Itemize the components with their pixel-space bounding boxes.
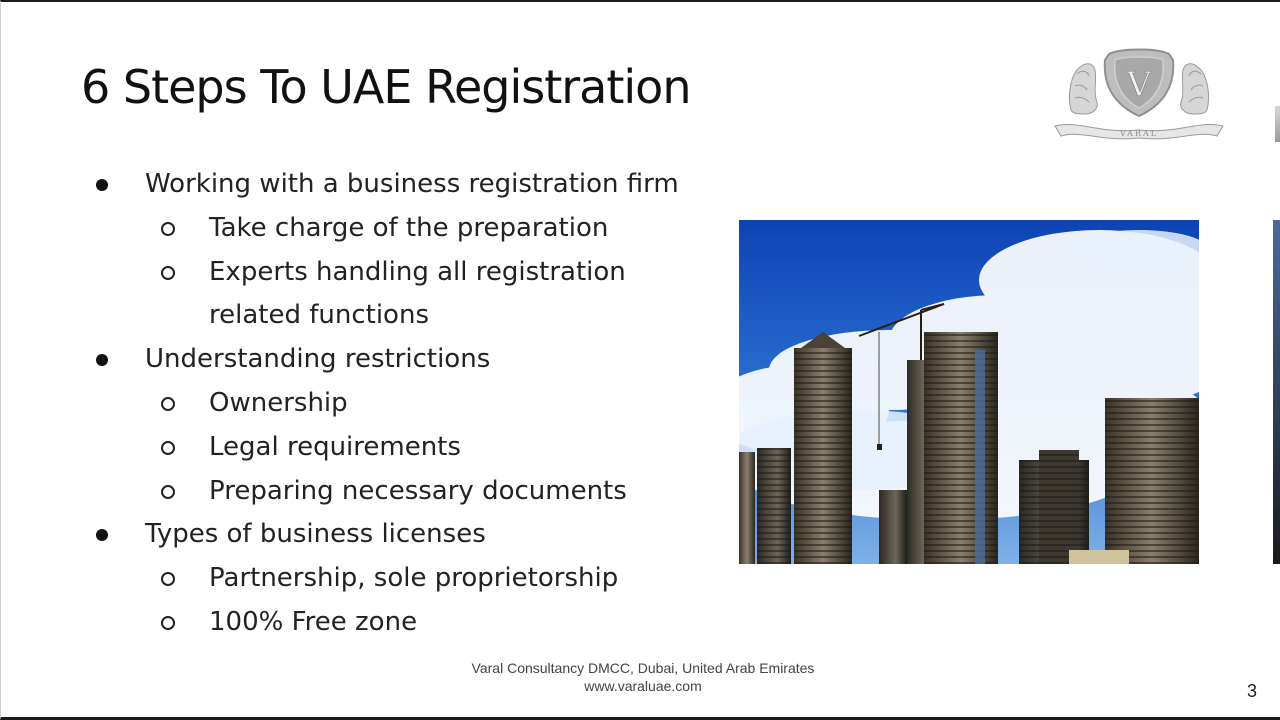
sub-bullet-continuation	[1, 294, 679, 338]
sub-bullet-text: related functions	[209, 300, 429, 331]
sub-bullet-circle	[161, 485, 175, 499]
slide-title: 6 Steps To UAE Registration	[81, 60, 691, 114]
logo-banner-text: VARAL	[1119, 129, 1159, 138]
next-slide-edge-logo	[1275, 106, 1280, 142]
bullet-text: Types of business licenses	[145, 519, 486, 550]
sub-bullet-text: Preparing necessary documents	[209, 475, 627, 506]
sub-bullet-text: Take charge of the preparation	[209, 212, 609, 243]
bullet-dot	[96, 179, 108, 191]
next-slide-edge-photo	[1273, 220, 1280, 564]
bullet-dot	[96, 529, 108, 541]
sub-bullet-text: Partnership, sole proprietorship	[209, 563, 619, 594]
sub-bullet-item	[1, 382, 679, 426]
varal-crest-logo	[1049, 40, 1229, 148]
sub-bullet-item	[1, 557, 679, 601]
logo-letter: V	[1126, 65, 1152, 105]
sub-bullet-text: Legal requirements	[209, 431, 461, 462]
sub-bullet-item	[1, 207, 679, 251]
sub-bullet-circle	[161, 616, 175, 630]
bullet-list	[1, 163, 679, 645]
sub-bullet-item	[1, 470, 679, 514]
sub-bullet-text: Ownership	[209, 387, 348, 418]
bullet-text: Working with a business registration firm	[145, 169, 679, 199]
bullet-dot	[96, 354, 108, 366]
slide-footer	[343, 659, 943, 695]
slide-number: 3	[1247, 681, 1258, 701]
skyscrapers-photo	[739, 220, 1199, 564]
sub-bullet-circle	[161, 441, 175, 455]
sub-bullet-text: Experts handling all registration	[209, 256, 626, 287]
footer-website: www.varaluae.com	[584, 678, 702, 694]
bullet-text: Understanding restrictions	[145, 344, 491, 375]
bullet-item	[1, 163, 679, 207]
bullet-item	[1, 513, 679, 557]
sub-bullet-text: 100% Free zone	[209, 606, 418, 637]
sub-bullet-circle	[161, 222, 175, 236]
sub-bullet-item	[1, 426, 679, 470]
sub-bullet-item	[1, 601, 679, 645]
sub-bullet-item	[1, 251, 679, 295]
sub-bullet-circle	[161, 397, 175, 411]
bullet-item	[1, 338, 679, 382]
sub-bullet-circle	[161, 266, 175, 280]
sub-bullet-circle	[161, 572, 175, 586]
footer-company: Varal Consultancy DMCC, Dubai, United Arab Emirates	[471, 660, 815, 676]
